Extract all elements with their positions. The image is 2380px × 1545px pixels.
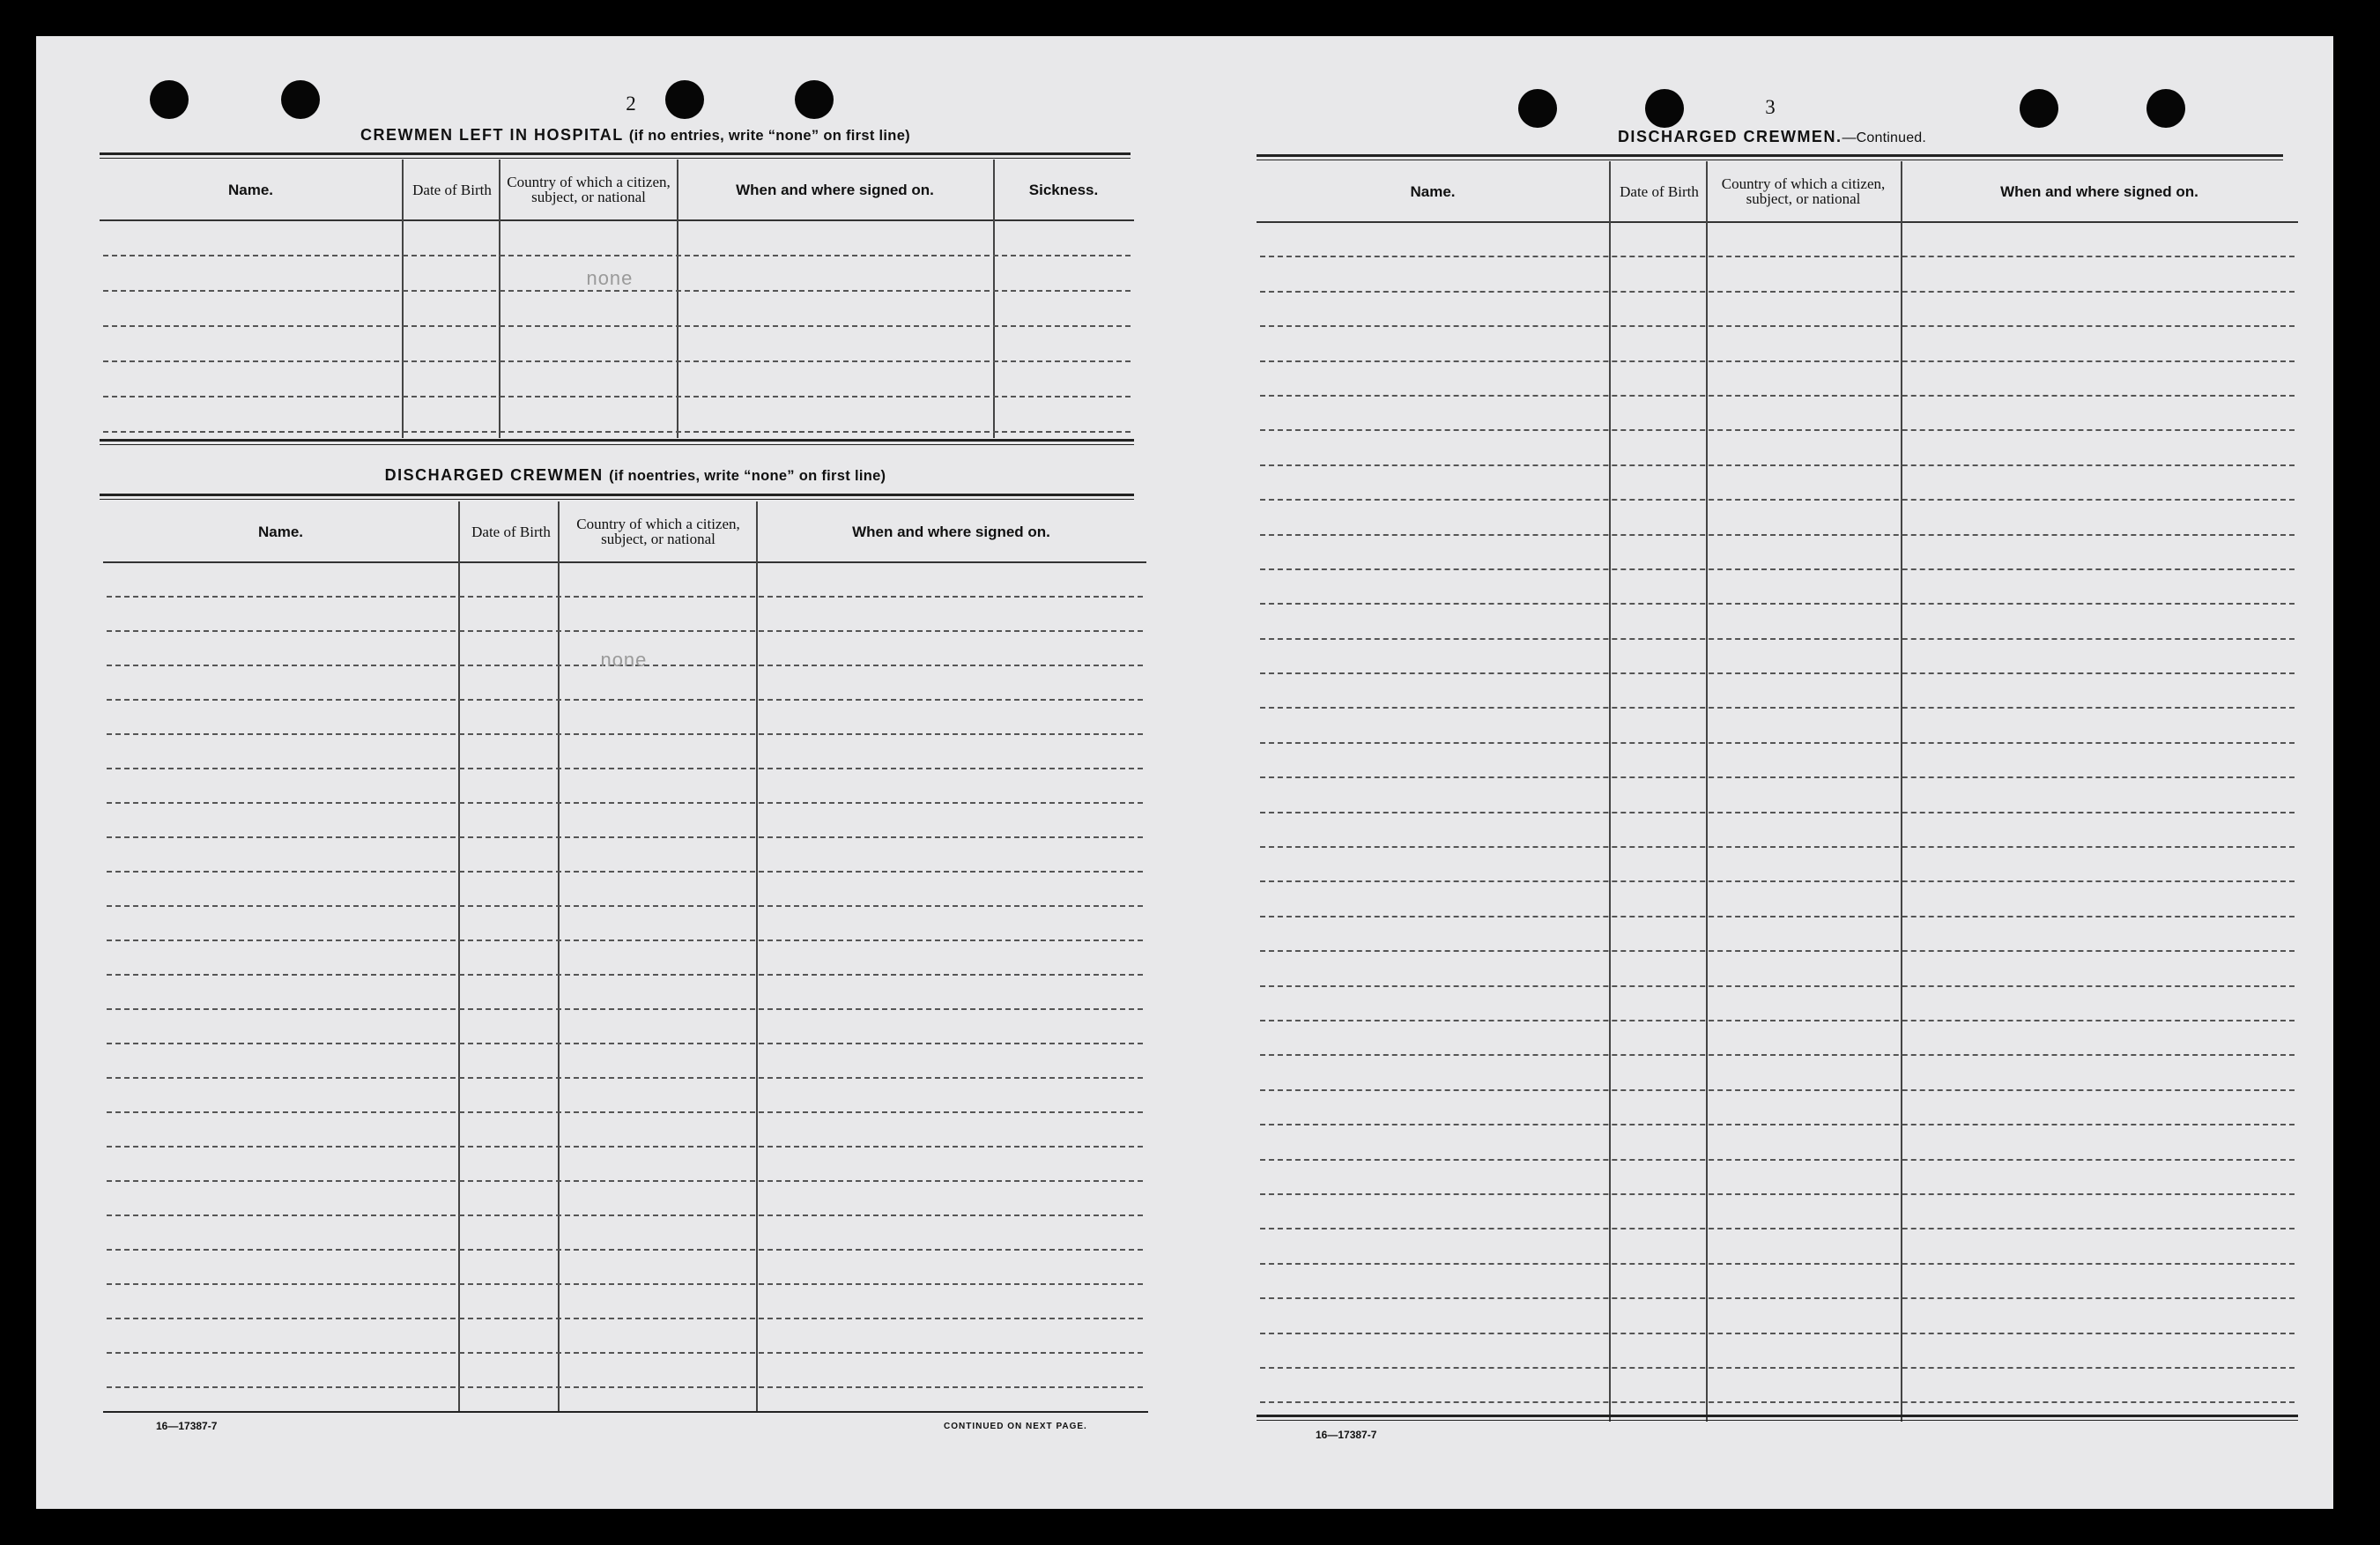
table-row[interactable] (1257, 917, 2298, 952)
punch-hole (150, 80, 189, 119)
table-row[interactable] (1257, 778, 2298, 813)
table-row[interactable] (1257, 431, 2298, 465)
table-row[interactable] (100, 221, 1134, 256)
page-number: 3 (1765, 96, 1776, 118)
table-row[interactable] (1257, 362, 2298, 397)
name-column-header: Name. (227, 181, 274, 198)
table-row[interactable] (1257, 640, 2298, 674)
table-row[interactable] (1257, 882, 2298, 917)
table-row[interactable] (103, 735, 1146, 769)
punch-hole (1518, 89, 1557, 128)
table-row[interactable] (1257, 848, 2298, 882)
continued-note: CONTINUED ON NEXT PAGE. (944, 1422, 1087, 1431)
discharged-title: DISCHARGED CREWMEN (384, 466, 604, 484)
discharged-continued-title (1420, 128, 2124, 146)
punch-hole (795, 80, 834, 119)
country-column-header: Country of which a citizen, subject, or national (1721, 175, 1886, 207)
table-row[interactable] (1257, 813, 2298, 848)
table-row[interactable] (103, 563, 1146, 598)
date-of-birth-column-header: Date of Birth (1620, 182, 1699, 200)
table-row[interactable] (103, 1182, 1146, 1216)
punch-hole (281, 80, 320, 119)
table-row[interactable] (1257, 1369, 2298, 1403)
table-row[interactable] (103, 1216, 1146, 1251)
table-row[interactable] (1257, 501, 2298, 535)
name-column-header: Name. (257, 523, 304, 540)
table-row[interactable] (100, 292, 1134, 327)
table-row[interactable] (1257, 397, 2298, 431)
when-where-column-header: When and where signed on. (736, 181, 934, 198)
table-row[interactable] (103, 1148, 1146, 1182)
table-row[interactable] (1257, 1056, 2298, 1090)
table-row[interactable] (1257, 1091, 2298, 1125)
table-row[interactable] (1257, 1161, 2298, 1195)
table-row[interactable] (100, 327, 1134, 362)
table-row[interactable] (103, 1285, 1146, 1319)
when-where-column-header: When and where signed on. (2000, 182, 2198, 200)
hospital-section-title (300, 126, 970, 145)
section-rule (100, 439, 1134, 445)
table-row[interactable] (1257, 327, 2298, 361)
country-column-header: Country of which a citizen, subject, or national (507, 174, 671, 205)
table-row[interactable] (103, 701, 1146, 735)
table-row[interactable] (1257, 293, 2298, 327)
table-row[interactable] (1257, 1265, 2298, 1299)
country-column-header: Country of which a citizen, subject, or national (576, 516, 740, 547)
date-of-birth-column-header: Date of Birth (471, 523, 551, 540)
table-row[interactable] (1257, 257, 2298, 292)
table-row[interactable] (103, 598, 1146, 632)
punch-hole (665, 80, 704, 119)
title-rule (1257, 154, 2283, 160)
table-row[interactable] (103, 769, 1146, 804)
table-row[interactable] (1257, 536, 2298, 570)
punch-hole (2146, 89, 2185, 128)
table-row[interactable] (1257, 744, 2298, 778)
discharged-continued-table (1257, 161, 2298, 1422)
table-row[interactable] (103, 804, 1146, 838)
table-row[interactable] (103, 1113, 1146, 1148)
discharged-entry: none (600, 650, 647, 672)
table-row[interactable] (100, 362, 1134, 397)
bottom-rule (1257, 1415, 2298, 1421)
continued-suffix: —Continued. (1842, 130, 1927, 145)
table-row[interactable] (1257, 674, 2298, 709)
table-row[interactable] (1257, 1229, 2298, 1264)
table-row[interactable] (1257, 466, 2298, 501)
name-column-header: Name. (1410, 182, 1456, 200)
table-row[interactable] (1257, 1334, 2298, 1369)
form-code: 16—17387-7 (156, 1420, 218, 1432)
table-row[interactable] (103, 941, 1146, 976)
hospital-entry: none (586, 269, 633, 291)
table-row[interactable] (103, 1354, 1146, 1388)
table-row[interactable] (103, 1044, 1146, 1079)
date-of-birth-column-header: Date of Birth (412, 181, 492, 198)
table-row[interactable] (1257, 952, 2298, 986)
hospital-title-note: (if no entries, write “none” on first line) (628, 128, 910, 144)
table-row[interactable] (1257, 1021, 2298, 1056)
discharged-title-note: (if noentries, write “none” on first line) (609, 468, 886, 484)
form-sheet (36, 36, 2333, 1509)
table-row[interactable] (1257, 570, 2298, 605)
table-row[interactable] (103, 838, 1146, 873)
discharged-table (103, 501, 1146, 1411)
table-row[interactable] (103, 907, 1146, 941)
table-row[interactable] (1257, 223, 2298, 257)
form-code: 16—17387-7 (1316, 1429, 1377, 1441)
table-row[interactable] (103, 976, 1146, 1010)
page-number: 2 (626, 93, 636, 115)
title-rule (100, 494, 1134, 500)
table-row[interactable] (1257, 605, 2298, 639)
table-row[interactable] (1257, 1125, 2298, 1160)
table-row[interactable] (1257, 709, 2298, 743)
page-3 (1182, 36, 2333, 1509)
bottom-rule (103, 1411, 1148, 1413)
punch-hole (2020, 89, 2058, 128)
table-row[interactable] (100, 397, 1134, 433)
punch-hole (1645, 89, 1684, 128)
discharged-title: DISCHARGED CREWMEN. (1617, 128, 1842, 145)
discharged-section-title (300, 466, 970, 485)
table-row[interactable] (103, 1319, 1146, 1354)
table-row[interactable] (103, 1010, 1146, 1044)
table-row[interactable] (103, 1251, 1146, 1285)
page-2 (36, 36, 1182, 1509)
title-rule (100, 152, 1131, 159)
table-row[interactable] (1257, 1195, 2298, 1229)
table-row[interactable] (1257, 987, 2298, 1021)
table-row[interactable] (103, 873, 1146, 907)
table-row[interactable] (103, 1079, 1146, 1113)
table-row[interactable] (1257, 1299, 2298, 1333)
hospital-table (100, 160, 1134, 438)
hospital-title: CREWMEN LEFT IN HOSPITAL (360, 126, 624, 144)
sickness-column-header: Sickness. (1028, 181, 1099, 198)
when-where-column-header: When and where signed on. (852, 523, 1050, 540)
